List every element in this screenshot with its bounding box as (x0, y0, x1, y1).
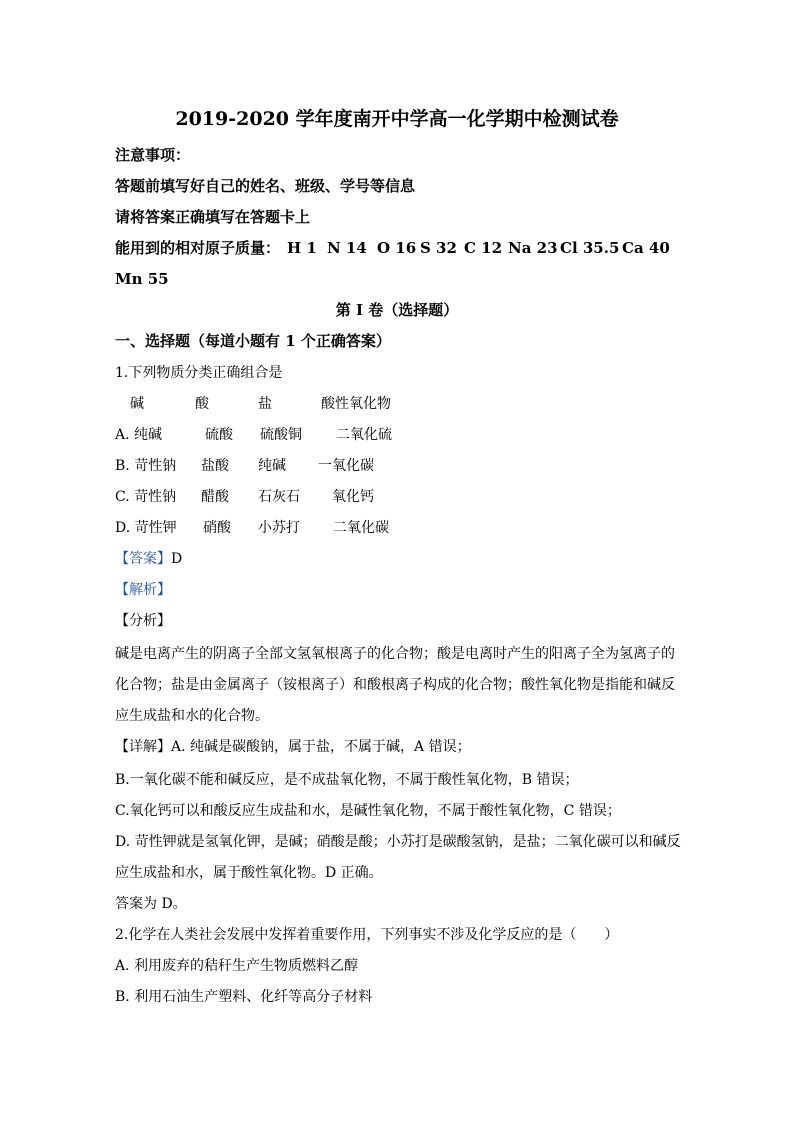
option-cell: 二氧化硫 (336, 427, 392, 443)
detail-tag: 【详解】 (115, 739, 171, 755)
option-cell: 硫酸铜 (260, 427, 302, 443)
option-cell: 一氧化碳 (318, 458, 374, 474)
question-1-option-a (115, 425, 535, 445)
question-1-option-c (115, 487, 535, 507)
detail-paragraph (115, 765, 683, 920)
option-cell: 石灰石 (258, 489, 300, 505)
notes-line-1: 答题前填写好自己的姓名、班级、学号等信息 (115, 177, 416, 195)
analysis-tag: 【解析】 (115, 582, 171, 598)
atomic-mass-cl: Cl 35.5 (560, 239, 620, 257)
atomic-mass-h: H 1 (287, 239, 317, 257)
fenxi-line: 化合物；盐是由金属离子（铵根离子）和酸根离子构成的化合物；酸性氧化物是指能和碱反 (115, 677, 675, 693)
detail-line: C.氧化钙可以和酸反应生成盐和水，是碱性氧化物，不属于酸性氧化物，C 错误； (115, 803, 621, 819)
atomic-mass-s: S 32 (420, 239, 457, 257)
fenxi-paragraph (115, 639, 683, 732)
detail-text: A. 纯碱是碳酸钠，属于盐，不属于碱，A 错误； (171, 739, 471, 755)
question-1-stem: 1.下列物质分类正确组合是 (115, 365, 283, 381)
part-title: 一、选择题（每道小题有 1 个正确答案） (115, 332, 391, 350)
question-1-header-row (115, 394, 535, 414)
option-label: B. 苛性钠 (115, 458, 177, 474)
detail-line: B.一氧化碳不能和碱反应，是不成盐氧化物，不属于酸性氧化物，B 错误； (115, 772, 579, 788)
option-cell: 硝酸 (203, 520, 231, 536)
question-1-option-b (115, 456, 535, 476)
answer-line (115, 549, 182, 569)
option-label: D. 苛性钾 (115, 520, 177, 536)
volume-title: 第 I 卷（选择题） (335, 301, 459, 319)
detail-first-line (115, 737, 471, 757)
option-cell: 小苏打 (258, 520, 300, 536)
fenxi-tag: 【分析】 (115, 613, 171, 629)
question-2-option-a: A. 利用废弃的秸秆生产生物质燃料乙醇 (115, 958, 359, 974)
answer-value: D (171, 551, 183, 567)
header-acid: 酸 (195, 396, 209, 412)
exam-title: 2019-2020 学年度南开中学高一化学期中检测试卷 (175, 108, 619, 130)
answer-tag: 【答案】 (115, 551, 171, 567)
fenxi-line: 碱是电离产生的阴离子全部文氢氧根离子的化合物；酸是电离时产生的阳离子全为氢离子的 (115, 646, 675, 662)
detail-line: 答案为 D。 (115, 896, 187, 912)
question-2-option-b: B. 利用石油生产塑料、化纤等高分子材料 (115, 989, 373, 1005)
header-salt: 盐 (258, 396, 272, 412)
option-cell: 醋酸 (201, 489, 229, 505)
atomic-mass-o: O 16 (377, 239, 417, 257)
question-2-stem: 2.化学在人类社会发展中发挥着重要作用，下列事实不涉及化学反应的是（ ） (115, 927, 619, 943)
option-cell: 盐酸 (201, 458, 229, 474)
fenxi-line: 应生成盐和水的化合物。 (115, 708, 269, 724)
detail-line: 应生成盐和水，属于酸性氧化物。D 正确。 (115, 865, 383, 881)
option-cell: 二氧化碳 (333, 520, 389, 536)
option-cell: 纯碱 (258, 458, 286, 474)
atomic-mass-n: N 14 (327, 239, 367, 257)
atomic-mass-ca: Ca 40 (622, 239, 670, 257)
option-cell: 硫酸 (205, 427, 233, 443)
question-1-option-d (115, 518, 535, 538)
notes-heading: 注意事项： (115, 146, 191, 164)
atomic-mass-c: C 12 (464, 239, 503, 257)
notes-line-2: 请将答案正确填写在答题卡上 (115, 208, 311, 226)
header-base: 碱 (130, 396, 144, 412)
option-cell: 氧化钙 (332, 489, 374, 505)
atomic-mass-line (115, 238, 675, 258)
option-label: A. 纯碱 (115, 427, 163, 443)
atomic-mass-continued: Mn 55 (115, 270, 169, 288)
option-label: C. 苛性钠 (115, 489, 177, 505)
atomic-mass-label: 能用到的相对原子质量： (115, 239, 281, 257)
header-acidic-oxide: 酸性氧化物 (321, 396, 391, 412)
detail-line: D. 苛性钾就是氢氧化钾，是碱；硝酸是酸；小苏打是碳酸氢钠，是盐；二氧化碳可以和碱反 (115, 834, 681, 850)
atomic-mass-na: Na 23 (508, 239, 558, 257)
